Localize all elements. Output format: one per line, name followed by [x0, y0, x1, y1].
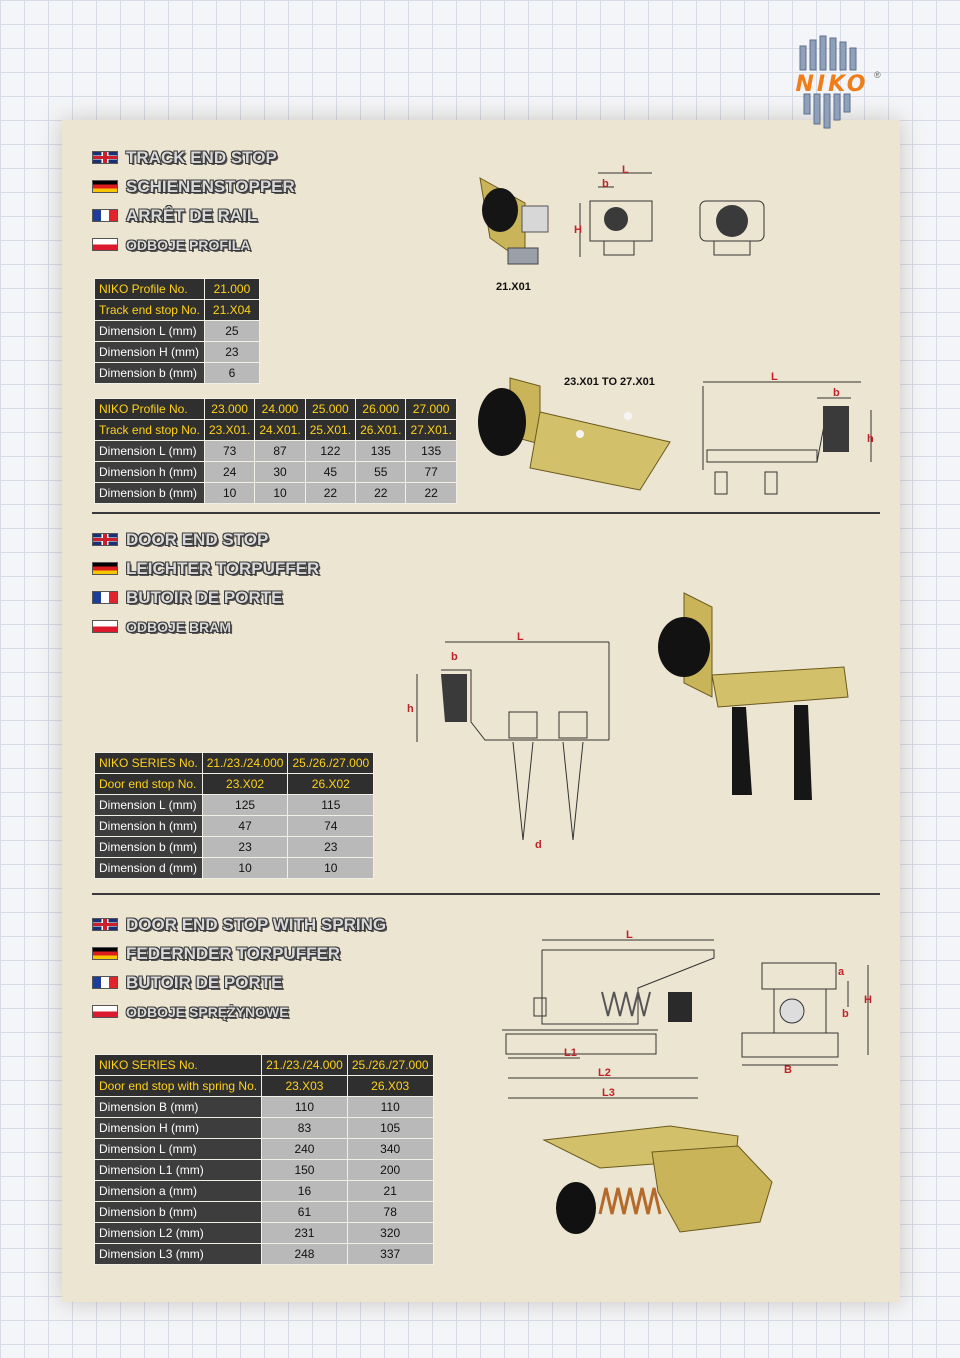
cell: 231	[262, 1223, 348, 1244]
cell: 10	[255, 483, 305, 504]
section-divider	[92, 893, 880, 895]
row-label: Dimension h (mm)	[95, 462, 205, 483]
row-label: Dimension L3 (mm)	[95, 1244, 262, 1265]
dim-label-H: H	[574, 224, 582, 236]
dim-label-L: L	[626, 929, 633, 941]
cell: 21.000	[204, 279, 259, 300]
table-row	[95, 1202, 434, 1223]
row-label: Track end stop No.	[95, 300, 205, 321]
cell: 340	[347, 1139, 433, 1160]
cell: 248	[262, 1244, 348, 1265]
dim-label-b: b	[842, 1008, 849, 1020]
cell: 135	[356, 441, 406, 462]
row-label: Dimension b (mm)	[95, 1202, 262, 1223]
row-label: Dimension a (mm)	[95, 1181, 262, 1202]
cell: 87	[255, 441, 305, 462]
table-row	[95, 279, 260, 300]
title-row-fr	[92, 583, 319, 612]
cell: 10	[202, 858, 288, 879]
spring-stop-side-drawing	[498, 928, 733, 1108]
caption-21x01: 21.X01	[496, 281, 531, 293]
spec-table-door-end-stop-spring	[94, 1054, 434, 1265]
cell: 21./23./24.000	[202, 753, 288, 774]
caption-23x01-to-27x01: 23.X01 TO 27.X01	[564, 376, 655, 388]
cell: 25./26./27.000	[288, 753, 374, 774]
pl-flag-icon	[92, 238, 118, 251]
cell: 26.X01.	[356, 420, 406, 441]
cell: 55	[356, 462, 406, 483]
cell: 320	[347, 1223, 433, 1244]
cell: 77	[406, 462, 456, 483]
cell: 10	[204, 483, 254, 504]
cell: 30	[255, 462, 305, 483]
cell: 21./23./24.000	[262, 1055, 348, 1076]
spring-stop-front-drawing	[738, 955, 878, 1075]
row-label: Dimension b (mm)	[95, 363, 205, 384]
logo-registered-mark: ®	[874, 70, 881, 80]
table-row	[95, 1055, 434, 1076]
cell: 83	[262, 1118, 348, 1139]
title-row-en	[92, 910, 386, 939]
cell: 337	[347, 1244, 433, 1265]
title-row-de	[92, 939, 386, 968]
pl-flag-icon	[92, 1005, 118, 1018]
dim-label-L2: L2	[598, 1067, 611, 1079]
logo-wordmark: NIKO	[795, 72, 869, 97]
title-de: SCHIENENSTOPPER	[126, 176, 295, 196]
cell: 61	[262, 1202, 348, 1223]
table-row	[95, 342, 260, 363]
cell: 115	[288, 795, 374, 816]
table-row	[95, 321, 260, 342]
title-row-de	[92, 554, 319, 583]
dim-label-L: L	[771, 371, 778, 383]
table-row	[95, 1181, 434, 1202]
title-row-fr	[92, 201, 295, 230]
cell: 23.000	[204, 399, 254, 420]
title-en: TRACK END STOP	[126, 147, 277, 167]
row-label: Door end stop with spring No.	[95, 1076, 262, 1097]
row-label: Door end stop No.	[95, 774, 203, 795]
dim-label-L: L	[517, 631, 524, 643]
track-end-stop-drawing-small	[570, 165, 770, 285]
section2-titles	[92, 525, 319, 641]
table-row	[95, 1118, 434, 1139]
door-end-stop-drawing	[405, 630, 625, 855]
cell: 27.000	[406, 399, 456, 420]
title-pl: ODBOJE SPRĘŻYNOWE	[126, 1003, 289, 1020]
cell: 21	[347, 1181, 433, 1202]
row-label: Dimension H (mm)	[95, 342, 205, 363]
table-row	[95, 858, 374, 879]
title-de: FEDERNDER TORPUFFER	[126, 943, 341, 963]
table-row	[95, 1139, 434, 1160]
cell: 73	[204, 441, 254, 462]
table-row	[95, 1076, 434, 1097]
cell: 25.000	[305, 399, 355, 420]
cell: 16	[262, 1181, 348, 1202]
title-row-de	[92, 172, 295, 201]
cell: 125	[202, 795, 288, 816]
cell: 22	[356, 483, 406, 504]
title-row-en	[92, 143, 295, 172]
pl-flag-icon	[92, 620, 118, 633]
title-row-fr	[92, 968, 386, 997]
table-row	[95, 363, 260, 384]
cell: 45	[305, 462, 355, 483]
dim-label-b: b	[602, 178, 609, 190]
cell: 24	[204, 462, 254, 483]
row-label: Dimension L2 (mm)	[95, 1223, 262, 1244]
table-row	[95, 753, 374, 774]
title-pl: ODBOJE PROFILA	[126, 236, 251, 253]
title-fr: BUTOIR DE PORTE	[126, 972, 283, 992]
de-flag-icon	[92, 947, 118, 960]
dim-label-b: b	[833, 387, 840, 399]
cell: 26.X02	[288, 774, 374, 795]
table-row	[95, 1223, 434, 1244]
table-row	[95, 462, 457, 483]
dim-label-a: a	[838, 966, 845, 978]
cell: 25./26./27.000	[347, 1055, 433, 1076]
cell: 74	[288, 816, 374, 837]
cell: 25.X01.	[305, 420, 355, 441]
row-label: Dimension L (mm)	[95, 441, 205, 462]
cell: 22	[406, 483, 456, 504]
cell: 6	[204, 363, 259, 384]
cell: 10	[288, 858, 374, 879]
table-row	[95, 483, 457, 504]
cell: 150	[262, 1160, 348, 1181]
table-row	[95, 1160, 434, 1181]
title-row-pl	[92, 230, 295, 259]
cell: 23.X01.	[204, 420, 254, 441]
cell: 23	[202, 837, 288, 858]
title-fr: ARRÊT DE RAIL	[126, 205, 258, 225]
cell: 24.X01.	[255, 420, 305, 441]
track-end-stop-23x01-photo	[470, 372, 690, 502]
cell: 105	[347, 1118, 433, 1139]
section-divider	[92, 512, 880, 514]
row-label: Dimension L (mm)	[95, 795, 203, 816]
cell: 23	[288, 837, 374, 858]
de-flag-icon	[92, 180, 118, 193]
row-label: Dimension b (mm)	[95, 483, 205, 504]
dim-label-B: B	[784, 1064, 792, 1076]
table-row	[95, 774, 374, 795]
table-row	[95, 795, 374, 816]
title-row-pl	[92, 997, 386, 1026]
spring-stop-photo	[540, 1122, 800, 1257]
cell: 27.X01.	[406, 420, 456, 441]
dim-label-L3: L3	[602, 1087, 615, 1099]
dim-label-h: h	[407, 703, 414, 715]
row-label: NIKO Profile No.	[95, 279, 205, 300]
uk-flag-icon	[92, 918, 118, 931]
title-fr: BUTOIR DE PORTE	[126, 587, 283, 607]
cell: 22	[305, 483, 355, 504]
spec-table-21x04	[94, 278, 260, 384]
track-end-stop-21x01-photo	[470, 168, 580, 278]
section3-titles	[92, 910, 386, 1026]
table-row	[95, 1244, 434, 1265]
cell: 21.X04	[204, 300, 259, 321]
row-label: NIKO Profile No.	[95, 399, 205, 420]
dim-label-L: L	[622, 164, 629, 176]
fr-flag-icon	[92, 976, 118, 989]
row-label: NIKO SERIES No.	[95, 1055, 262, 1076]
row-label: Dimension L (mm)	[95, 321, 205, 342]
cell: 47	[202, 816, 288, 837]
fr-flag-icon	[92, 591, 118, 604]
title-pl: ODBOJE BRAM	[126, 618, 232, 635]
table-row	[95, 399, 457, 420]
row-label: Track end stop No.	[95, 420, 205, 441]
row-label: Dimension B (mm)	[95, 1097, 262, 1118]
table-row	[95, 300, 260, 321]
cell: 200	[347, 1160, 433, 1181]
title-de: LEICHTER TORPUFFER	[126, 558, 320, 578]
spec-table-door-end-stop	[94, 752, 374, 879]
table-row	[95, 420, 457, 441]
cell: 110	[347, 1097, 433, 1118]
cell: 240	[262, 1139, 348, 1160]
row-label: Dimension b (mm)	[95, 837, 203, 858]
fr-flag-icon	[92, 209, 118, 222]
uk-flag-icon	[92, 533, 118, 546]
cell: 23	[204, 342, 259, 363]
cell: 122	[305, 441, 355, 462]
row-label: Dimension h (mm)	[95, 816, 203, 837]
niko-logo	[782, 32, 882, 132]
cell: 23.X03	[262, 1076, 348, 1097]
dim-label-d: d	[535, 839, 542, 851]
table-row	[95, 1097, 434, 1118]
cell: 135	[406, 441, 456, 462]
table-row	[95, 837, 374, 858]
table-row	[95, 816, 374, 837]
cell: 110	[262, 1097, 348, 1118]
title-en: DOOR END STOP WITH SPRING	[126, 914, 387, 934]
row-label: Dimension H (mm)	[95, 1118, 262, 1139]
track-end-stop-drawing-large	[695, 370, 885, 500]
row-label: Dimension d (mm)	[95, 858, 203, 879]
section1-titles	[92, 143, 295, 259]
door-end-stop-photo	[648, 585, 858, 810]
cell: 23.X02	[202, 774, 288, 795]
cell: 26.000	[356, 399, 406, 420]
title-en: DOOR END STOP	[126, 529, 269, 549]
spec-table-23x01-27x01	[94, 398, 457, 504]
cell: 25	[204, 321, 259, 342]
row-label: Dimension L1 (mm)	[95, 1160, 262, 1181]
dim-label-H: H	[864, 994, 872, 1006]
uk-flag-icon	[92, 151, 118, 164]
cell: 26.X03	[347, 1076, 433, 1097]
dim-label-b: b	[451, 651, 458, 663]
row-label: NIKO SERIES No.	[95, 753, 203, 774]
title-row-en	[92, 525, 319, 554]
dim-label-L1: L1	[564, 1047, 577, 1059]
de-flag-icon	[92, 562, 118, 575]
title-row-pl	[92, 612, 319, 641]
row-label: Dimension L (mm)	[95, 1139, 262, 1160]
table-row	[95, 441, 457, 462]
cell: 78	[347, 1202, 433, 1223]
cell: 24.000	[255, 399, 305, 420]
dim-label-h: h	[867, 433, 874, 445]
